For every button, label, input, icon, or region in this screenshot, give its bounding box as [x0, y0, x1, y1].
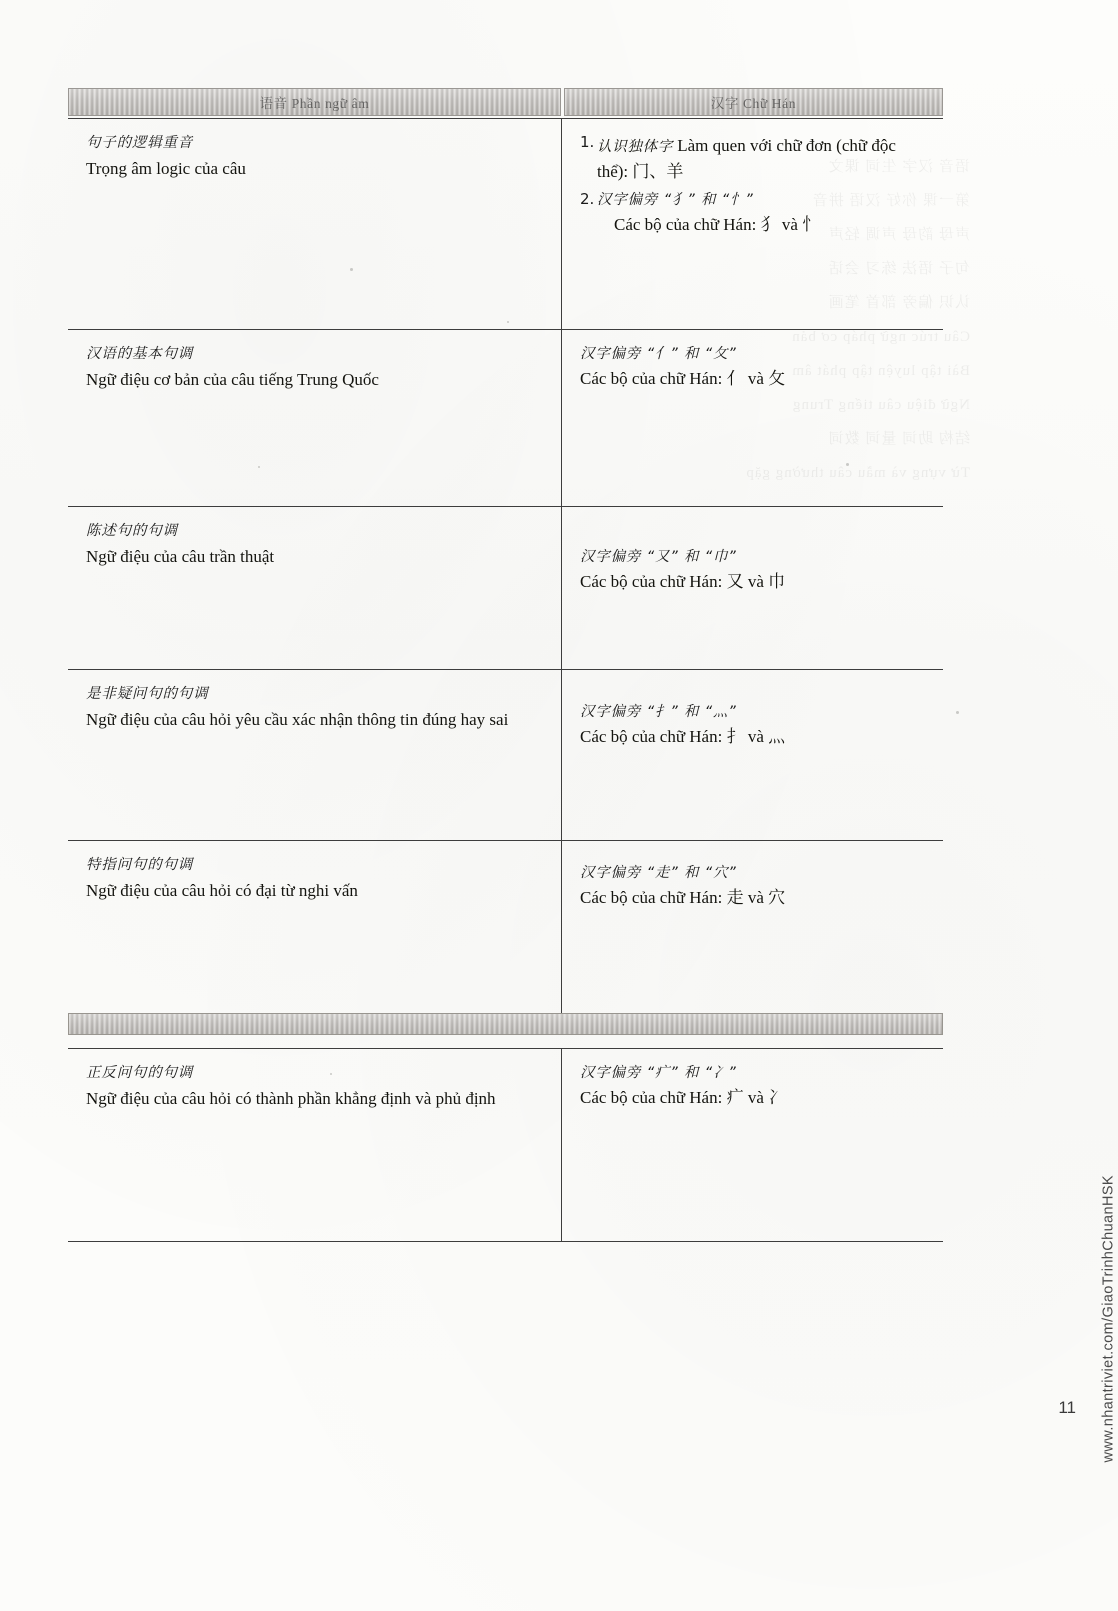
syllabus-table-continued — [68, 1048, 943, 1242]
syllabus-table — [68, 88, 943, 1024]
section-separator-band — [68, 1013, 943, 1035]
row-1-right-item-2-vietnamese: Các bộ của chữ Hán: 犭 và 忄 — [614, 215, 820, 234]
scan-speck — [507, 321, 509, 323]
row-1-left-cell — [68, 119, 562, 329]
header-label-phonetics: 语音 Phần ngữ âm — [259, 96, 370, 111]
scan-speck — [258, 466, 260, 468]
header-label-characters: 汉字 Chữ Hán — [710, 96, 797, 111]
row-6-left-chinese: 正反问句的句调 — [86, 1065, 194, 1081]
row-4-left-vietnamese: Ngữ điệu của câu hỏi yêu cầu xác nhận thông tin đúng hay sai — [86, 709, 509, 729]
row-6-right-vietnamese: Các bộ của chữ Hán: 疒 và 冫 — [580, 1087, 786, 1107]
row-1-right-item-2-chinese: 汉字偏旁 “犭” 和 “忄” — [597, 192, 754, 209]
row-2-left-cell — [68, 330, 562, 506]
table-body — [68, 118, 943, 1024]
row-1-left-chinese: 句子的逻辑重音 — [86, 135, 194, 151]
row-6-right-chinese: 汉字偏旁 “疒” 和 “冫” — [580, 1065, 737, 1081]
row-1-right-item-1-number: 1. — [580, 133, 595, 151]
row-4-right-chinese: 汉字偏旁 “扌” 和 “灬” — [580, 704, 737, 720]
scan-speck — [350, 268, 353, 271]
scan-speck — [330, 1073, 332, 1075]
row-5-left-vietnamese: Ngữ điệu của câu hỏi có đại từ nghi vấn — [86, 880, 358, 900]
row-3-left-vietnamese: Ngữ điệu của câu trần thuật — [86, 546, 275, 566]
scan-speck — [956, 711, 959, 714]
row-1-right-item-1-vietnamese: Làm quen với chữ đơn (chữ độc thể): 门、羊 — [597, 136, 896, 181]
row-4-right-vietnamese: Các bộ của chữ Hán: 扌 và 灬 — [580, 726, 786, 746]
row-5-left-cell — [68, 841, 562, 1023]
row-4-left-chinese: 是非疑问句的句调 — [86, 686, 209, 702]
row-2-right-vietnamese: Các bộ của chữ Hán: 亻 và 攵 — [580, 368, 786, 388]
table-row — [68, 670, 943, 841]
table-row — [68, 1049, 943, 1241]
page-number: 11 — [1058, 1398, 1076, 1417]
table-header-row — [68, 88, 943, 114]
row-5-right-cell — [562, 841, 943, 1023]
row-4-left-cell — [68, 670, 562, 840]
header-cell-phonetics — [68, 88, 561, 116]
row-3-right-cell — [562, 507, 943, 669]
row-5-right-vietnamese: Các bộ của chữ Hán: 走 và 穴 — [580, 887, 786, 907]
row-1-right-item-1-chinese: 认识独体字 — [597, 139, 673, 155]
row-4-right-cell — [562, 670, 943, 840]
row-6-left-vietnamese: Ngữ điệu của câu hỏi có thành phần khẳng định và phủ định — [86, 1088, 496, 1108]
row-1-right-item-1 — [580, 133, 927, 184]
row-3-right-vietnamese: Các bộ của chữ Hán: 又 và 巾 — [580, 571, 786, 591]
table-row — [68, 507, 943, 670]
row-1-right-item-2-number: 2. — [580, 190, 595, 209]
row-2-right-cell — [562, 330, 943, 506]
table-row — [68, 330, 943, 507]
row-2-left-chinese: 汉语的基本句调 — [86, 346, 194, 362]
row-2-right-chinese: 汉字偏旁 “亻” 和 “攵” — [580, 346, 737, 362]
table-row — [68, 841, 943, 1023]
scan-speck — [846, 463, 849, 466]
row-1-right-item-2 — [580, 190, 927, 237]
row-5-left-chinese: 特指问句的句调 — [86, 857, 194, 873]
row-1-right-cell — [562, 119, 943, 329]
row-3-right-chinese: 汉字偏旁 “又” 和 “巾” — [580, 549, 737, 565]
row-3-left-cell — [68, 507, 562, 669]
row-6-left-cell — [68, 1049, 562, 1241]
row-2-left-vietnamese: Ngữ điệu cơ bản của câu tiếng Trung Quốc — [86, 369, 379, 389]
header-cell-characters — [564, 88, 943, 116]
bleed-through-text: 语音 汉字 生词 课文 第一课 你好 汉语 拼音 声母 韵母 声调 轻声 句子 语法 练习 会话 认识 偏旁 部首 笔画 Câu trúc ngữ pháp cơ bản Bài tập luyện tập phát âm Ngữ điệu câu tiếng Trung 结构 助词 量词 数词 Từ vựng và mẫu câu thường gặp — [745, 159, 970, 481]
row-1-left-vietnamese: Trọng âm logic của câu — [86, 158, 246, 178]
row-6-right-cell — [562, 1049, 943, 1241]
row-3-left-chinese: 陈述句的句调 — [86, 523, 178, 539]
table-row — [68, 119, 943, 330]
sidebar-url: www.nhantriviet.com/GiaoTrinhChuanHSK — [1100, 1175, 1116, 1463]
row-5-right-chinese: 汉字偏旁 “走” 和 “穴” — [580, 865, 737, 881]
